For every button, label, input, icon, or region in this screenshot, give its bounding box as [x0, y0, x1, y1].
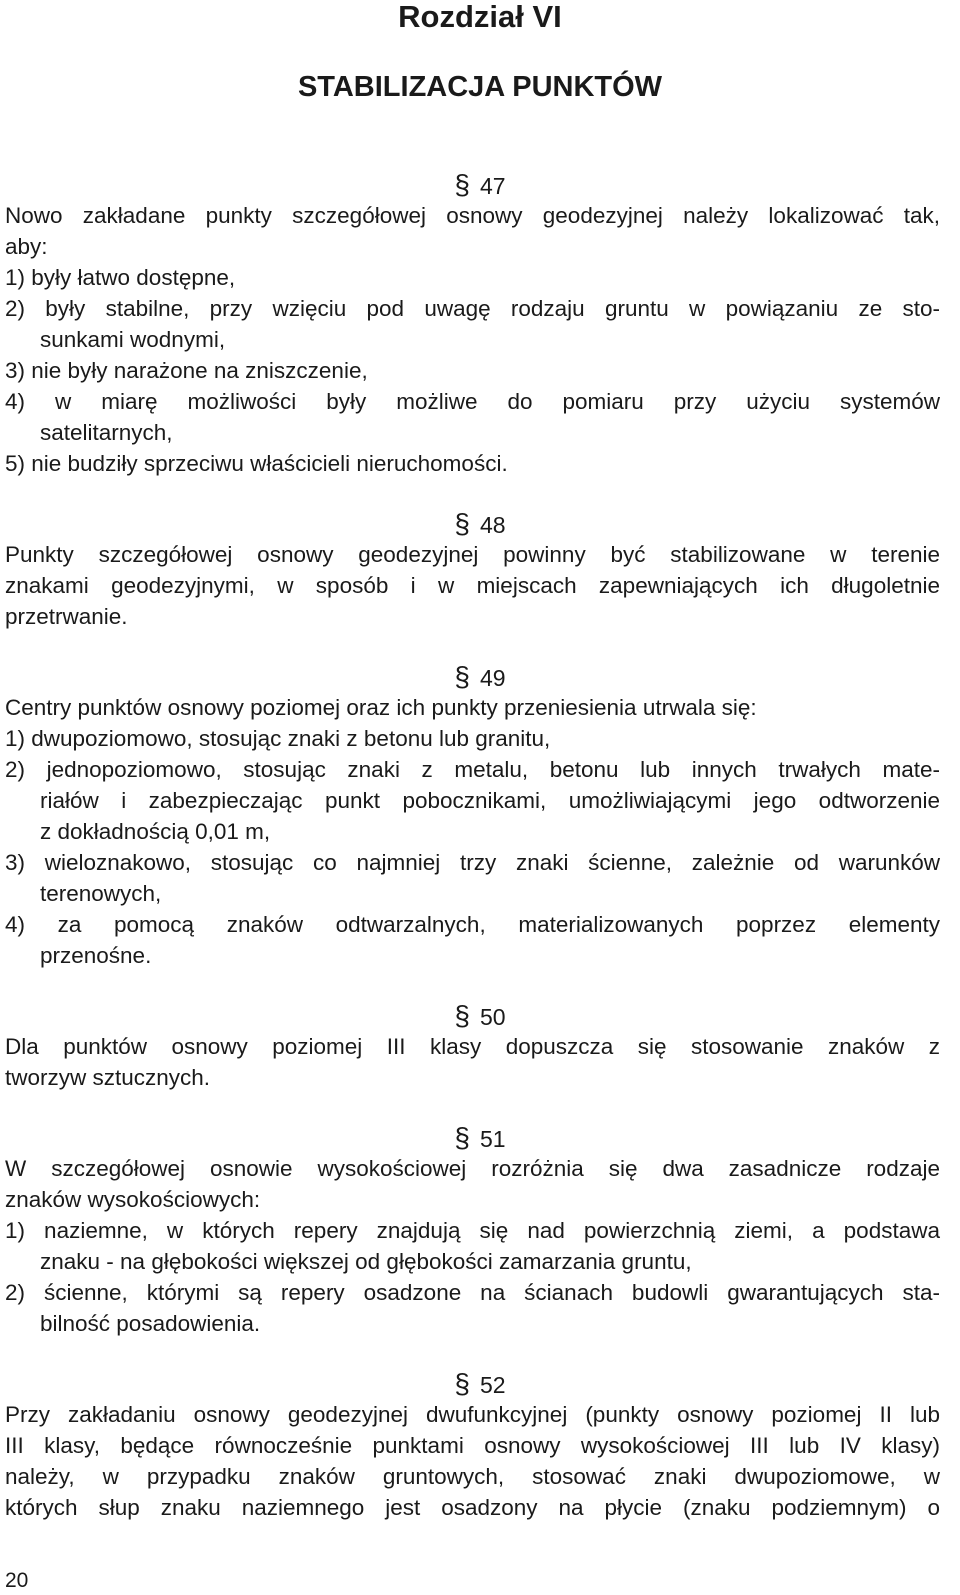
text-line: Nowo zakładane punkty szczegółowej osnowy geodezyjnej należy lokalizować tak, [5, 203, 940, 228]
section-number: 47 [479, 173, 506, 199]
list-item-continuation: przenośne. [40, 943, 152, 968]
list-item-continuation: z dokładnością 0,01 m, [40, 819, 271, 844]
list-item: 3) nie były narażone na zniszczenie, [5, 358, 368, 383]
section-heading-49 [0, 663, 960, 692]
section-number: 48 [479, 512, 506, 538]
list-item: 4) za pomocą znaków odtwarzalnych, materializowanych poprzez elementy [5, 912, 940, 937]
section-number: 51 [479, 1126, 506, 1152]
chapter-title: Rozdział VI [398, 0, 562, 34]
section-number: 49 [479, 665, 506, 691]
list-item: 2) jednopoziomowo, stosując znaki z metalu, betonu lub innych trwałych mate- [5, 757, 940, 782]
text-line: aby: [5, 234, 48, 259]
text-line: przetrwanie. [5, 604, 128, 629]
text-line: W szczegółowej osnowie wysokościowej rozróżnia się dwa zasadnicze rodzaje [5, 1156, 940, 1181]
list-item-continuation: riałów i zabezpieczając punkt pobocznikami, umożliwiającymi jego odtworzenie [40, 788, 940, 813]
text-line: których słup znaku naziemnego jest osadzony na płycie (znaku podziemnym) o [5, 1495, 940, 1520]
list-item: 2) były stabilne, przy wzięciu pod uwagę rodzaju gruntu w powiązaniu ze sto- [5, 296, 940, 321]
list-item-continuation: znaku - na głębokości większej od głębokości zamarzania gruntu, [40, 1249, 692, 1274]
section-symbol: § [454, 508, 470, 539]
list-item-continuation: sunkami wodnymi, [40, 327, 226, 352]
section-symbol: § [454, 1122, 470, 1153]
text-line: tworzyw sztucznych. [5, 1065, 211, 1090]
page-number: 20 [5, 1569, 29, 1592]
list-item: 1) naziemne, w których repery znajdują się nad powierzchnią ziemi, a podstawa [5, 1218, 940, 1243]
list-item: 4) w miarę możliwości były możliwe do pomiaru przy użyciu systemów [5, 389, 940, 414]
list-item: 5) nie budziły sprzeciwu właścicieli nieruchomości. [5, 451, 508, 476]
list-item: 2) ścienne, którymi są repery osadzone na ścianach budowli gwarantujących sta- [5, 1280, 940, 1305]
section-number: 52 [479, 1372, 506, 1398]
list-item-continuation: satelitarnych, [40, 420, 173, 445]
section-symbol: § [454, 1000, 470, 1031]
text-line: Przy zakładaniu osnowy geodezyjnej dwufunkcyjnej (punkty osnowy poziomej II lub [5, 1402, 940, 1427]
page-heading: STABILIZACJA PUNKTÓW [297, 71, 663, 103]
list-item: 3) wieloznakowo, stosując co najmniej trzy znaki ścienne, zależnie od warunków [5, 850, 940, 875]
text-line: znakami geodezyjnymi, w sposób i w miejscach zapewniających ich długoletnie [5, 573, 940, 598]
section-symbol: § [454, 1368, 470, 1399]
text-line: Punkty szczegółowej osnowy geodezyjnej powinny być stabilizowane w terenie [5, 542, 940, 567]
text-line: Dla punktów osnowy poziomej III klasy dopuszcza się stosowanie znaków z [5, 1034, 940, 1059]
section-heading-52 [0, 1370, 960, 1399]
text-line: III klasy, będące równocześnie punktami osnowy wysokościowej III lub IV klasy) [5, 1433, 940, 1458]
section-heading-51 [0, 1124, 960, 1153]
text-line: należy, w przypadku znaków gruntowych, stosować znaki dwupoziomowe, w [5, 1464, 940, 1489]
list-item: 1) były łatwo dostępne, [5, 265, 236, 290]
list-item-continuation: terenowych, [40, 881, 162, 906]
section-heading-48 [0, 510, 960, 539]
text-line: Centry punktów osnowy poziomej oraz ich punkty przeniesienia utrwala się: [5, 695, 757, 720]
list-item: 1) dwupoziomowo, stosując znaki z betonu lub granitu, [5, 726, 551, 751]
list-item-continuation: bilność posadowienia. [40, 1311, 261, 1336]
section-heading-50 [0, 1002, 960, 1031]
section-symbol: § [454, 169, 470, 200]
text-line: znaków wysokościowych: [5, 1187, 261, 1212]
section-heading-47 [0, 171, 960, 200]
section-symbol: § [454, 661, 470, 692]
section-number: 50 [479, 1004, 506, 1030]
